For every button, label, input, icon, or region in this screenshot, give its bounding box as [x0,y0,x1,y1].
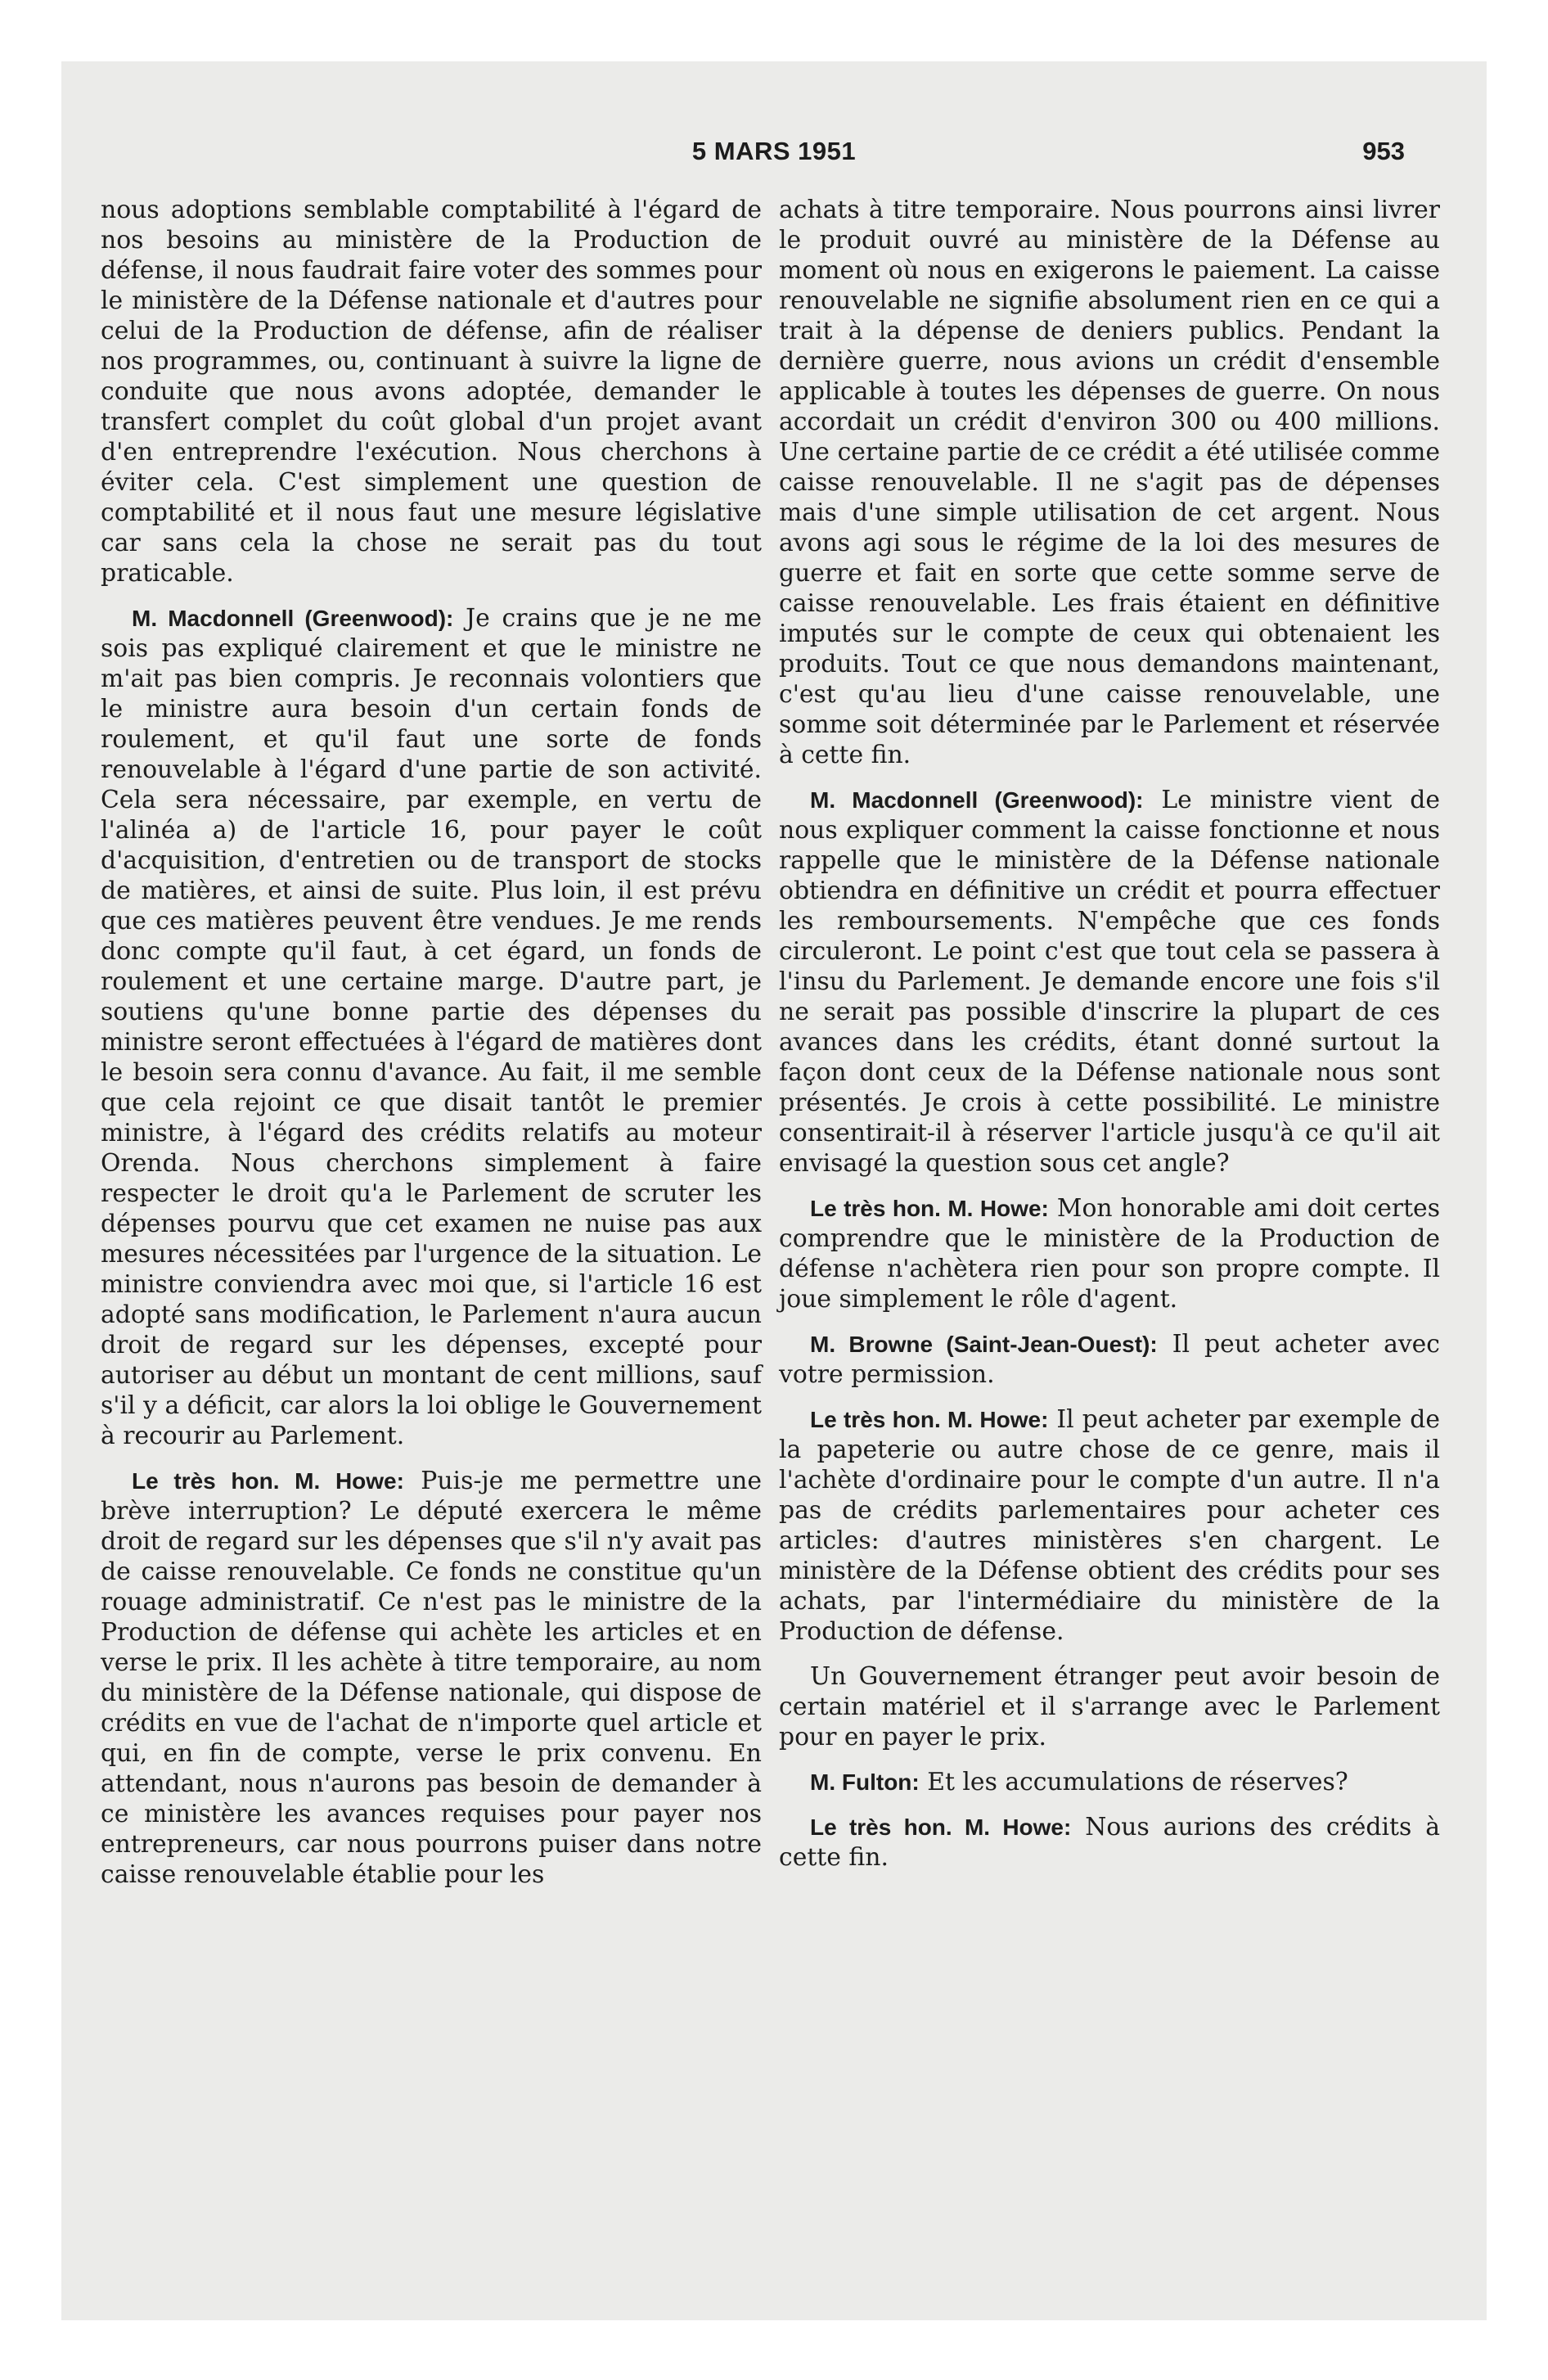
left-column [101,195,762,1904]
speaker-name: Le très hon. M. Howe: [810,1407,1049,1432]
speech-text: Puis-je me permettre une brève interruption? Le député exercera le même droit de regard sur les dépenses que s'il n'y avait pas de caisse renouvelable. Ce fonds ne constitue qu'un rouage administratif. Ce n'est pas le ministre de la Production de défense qui achète les articles et en verse le prix. Il les achète à titre temporaire, au nom du ministère de la Défense nationale, qui dispose de crédits en vue de l'achat de n'importe quel article et qui, en fin de compte, verse le prix convenu. En attendant, nous n'aurons pas besoin de demander à ce ministère les avances requises pour payer nos entrepreneurs, car nous pourrons puiser dans notre caisse renouvelable établie pour les [101,1467,762,1889]
speech-text: Nous aurions des crédits à cette fin. [779,1813,1440,1872]
paragraph: Un Gouvernement étranger peut avoir besoin de certain matériel et il s'arrange avec le Parlement pour en payer le prix. [779,1662,1440,1751]
right-column [779,195,1440,1887]
scanned-page [61,61,1487,2320]
paragraph [779,1812,1440,1873]
paragraph [779,1404,1440,1647]
paragraph [101,603,762,1451]
speaker-name: M. Fulton: [810,1769,920,1795]
paragraph [101,1466,762,1890]
speaker-name: M. Macdonnell (Greenwood): [132,606,454,631]
speech-text: Et les accumulations de réserves? [919,1768,1348,1796]
speaker-name: M. Browne (Saint-Jean-Ouest): [810,1332,1158,1357]
speaker-name: Le très hon. M. Howe: [810,1196,1049,1221]
page-date: 5 MARS 1951 [691,137,857,165]
page-header [61,137,1487,183]
speech-text: Il peut acheter par exemple de la papeterie ou autre chose de ce genre, mais il l'achète d'ordinaire pour le compte d'un autre. Il n'a pas de crédits parlementaires pour acheter ces articles: d'autres ministères s'en chargent. Le ministère de la Défense obtient des crédits pour ses achats, par l'intermédiaire du ministère de la Production de défense. [779,1405,1440,1646]
paragraph: achats à titre temporaire. Nous pourrons ainsi livrer le produit ouvré au ministère de la Défense au moment où nous en exigerons le paiement. La caisse renouvelable ne signifie absolument rien en ce qui a trait à la dépense de deniers publics. Pendant la dernière guerre, nous avions un crédit d'ensemble applicable à toutes les dépenses de guerre. On nous accordait un crédit d'environ 300 ou 400 millions. Une certaine partie de ce crédit a été utilisée comme caisse renouvelable. Il ne s'agit pas de dépenses mais d'une simple utilisation de cet argent. Nous avons agi sous le régime de la loi des mesures de guerre et fait en sorte que cette somme serve de caisse renouvelable. Les frais étaient en définitive imputés sur le compte de ceux qui obtenaient les produits. Tout ce que nous demandons maintenant, c'est qu'au lieu d'une caisse renouvelable, une somme soit déterminée par le Parlement et réservée à cette fin. [779,196,1440,769]
speech-text: Le ministre vient de nous expliquer comment la caisse fonctionne et nous rappelle que le ministère de la Défense nationale obtiendra en définitive un crédit et pourra effectuer les remboursements. N'empêche que ces fonds circuleront. Le point c'est que tout cela se passera à l'insu du Parlement. Je demande encore une fois s'il ne serait pas possible d'inscrire la plupart de ces avances dans les crédits, étant donné surtout la façon dont ceux de la Défense nationale nous sont présentés. Je crois à cette possibilité. Le ministre consentirait-il à réserver l'article jusqu'à ce qu'il ait envisagé la question sous cet angle? [779,786,1440,1178]
speech-text: Il peut acheter avec votre permission. [779,1330,1440,1389]
speaker-name: Le très hon. M. Howe: [810,1814,1072,1840]
paragraph [779,785,1440,1179]
speech-text: Je crains que je ne me sois pas expliqué clairement et que le ministre ne m'ait pas bien compris. Je reconnais volontiers que le ministre aura besoin d'un certain fonds de roulement, et qu'il faut une sorte de fonds renouvelable à l'égard d'une partie de son activité. Cela sera nécessaire, par exemple, en vertu de l'alinéa a) de l'article 16, pour payer le coût d'acquisition, d'entretien ou de transport de stocks de matières, et ainsi de suite. Plus loin, il est prévu que ces matières peuvent être vendues. Je me rends donc compte qu'il faut, à cet égard, un fonds de roulement et une certaine marge. D'autre part, je soutiens qu'une bonne partie des dépenses du ministre seront effectuées à l'égard de matières dont le besoin sera connu d'avance. Au fait, il me semble que cela rejoint ce que disait tantôt le premier ministre, à l'égard des crédits relatifs au moteur Orenda. Nous cherchons simplement à faire respecter le droit qu'a le Parlement de scruter les dépenses pourvu que cet examen ne nuise pas aux mesures nécessitées par l'urgence de la situation. Le ministre conviendra avec moi que, si l'article 16 est adopté sans modification, le Parlement n'aura aucun droit de regard sur les dépenses, excepté pour autoriser au début un montant de cent millions, sauf s'il y a déficit, car alors la loi oblige le Gouvernement à recourir au Parlement. [101,604,762,1450]
speech-text: Mon honorable ami doit certes comprendre que le ministère de la Production de défense n'achètera rien pour son propre compte. Il joue simplement le rôle d'agent. [779,1194,1440,1314]
speaker-name: M. Macdonnell (Greenwood): [810,787,1144,813]
page-number: 953 [1362,137,1405,165]
speaker-name: Le très hon. M. Howe: [132,1468,404,1494]
paragraph [779,1329,1440,1390]
paragraph [779,1767,1440,1797]
paragraph: nous adoptions semblable comptabilité à l'égard de nos besoins au ministère de la Production de défense, il nous faudrait faire voter des sommes pour le ministère de la Défense nationale et d'autres pour celui de la Production de défense, afin de réaliser nos programmes, ou, continuant à suivre la ligne de conduite que nous avons adoptée, demander le transfert complet du coût global d'un projet avant d'en entreprendre l'exécution. Nous cherchons à éviter cela. C'est simplement une question de comptabilité et il nous faut une mesure législative car sans cela la chose ne serait pas du tout praticable. [101,196,762,588]
paragraph [779,1193,1440,1314]
